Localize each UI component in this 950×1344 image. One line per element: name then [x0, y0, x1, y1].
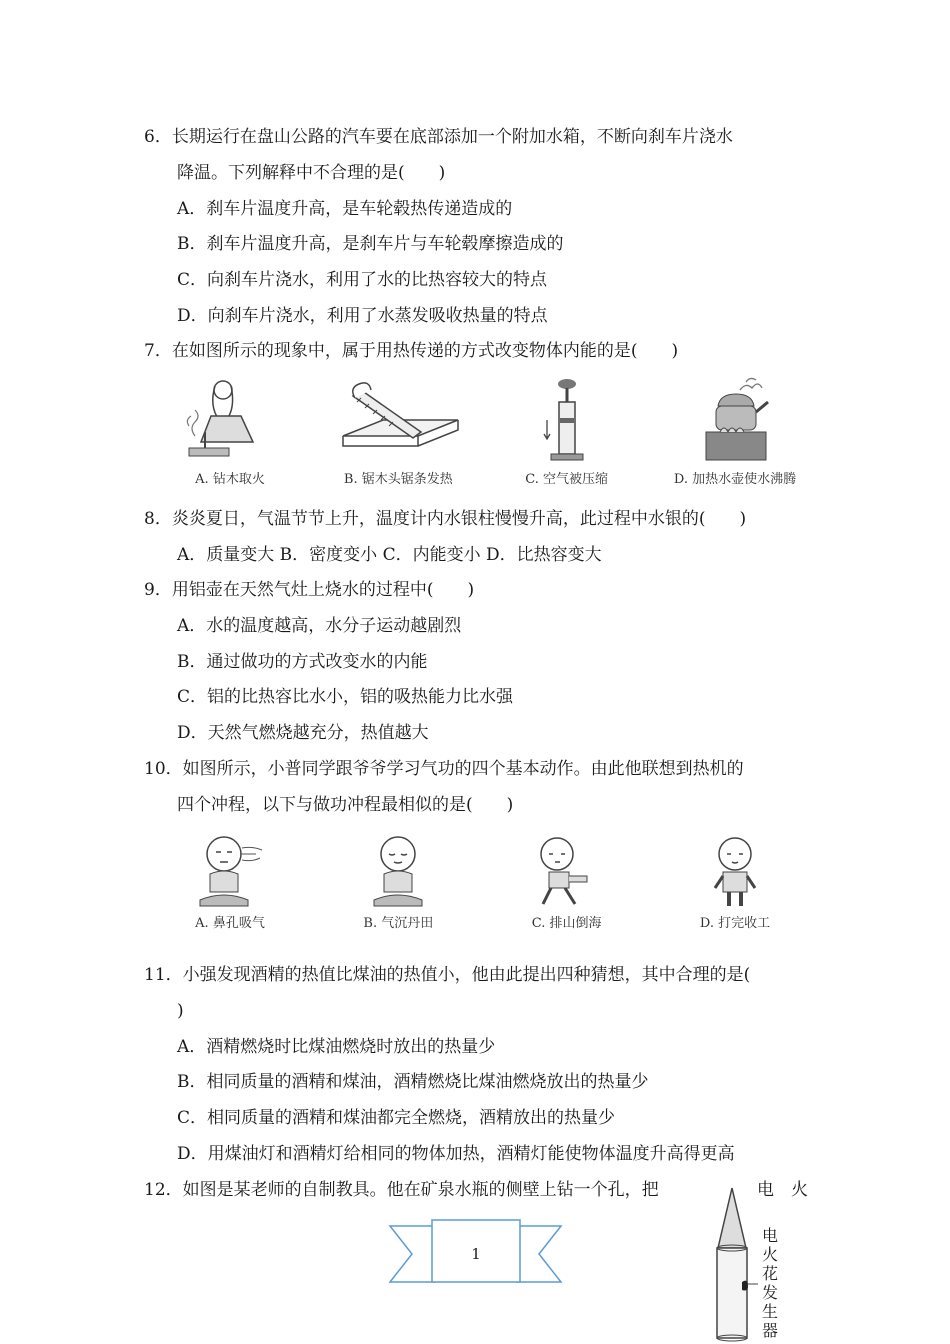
- pushing-child-illustration: [527, 834, 607, 908]
- q10-stem-line1: 10．如图所示，小普同学跟爷爷学习气功的四个基本动作。由此他联想到热机的: [144, 759, 744, 779]
- q12-stem-continuation: 电 火: [757, 1180, 808, 1200]
- q7-stem: 7．在如图所示的现象中，属于用热传递的方式改变物体内能的是( ): [144, 341, 679, 361]
- q7-figure-c: [487, 376, 647, 487]
- q10-figure-c: [487, 834, 647, 931]
- q7-figure-a: [150, 376, 310, 487]
- q7-figure-b: [318, 376, 478, 487]
- q10-caption-b: B. 气沉丹田: [363, 916, 434, 931]
- page-number: 1: [471, 1245, 481, 1263]
- drilling-wood-illustration: [175, 376, 285, 464]
- q6-option-b: B．刹车片温度升高，是刹车片与车轮毂摩擦造成的: [177, 234, 564, 254]
- q7-caption-d: D. 加热水壶使水沸腾: [673, 472, 797, 487]
- q10-figure-d: [655, 834, 815, 931]
- q7-figures: [150, 376, 815, 487]
- q7-figure-d: [655, 376, 815, 487]
- q9-option-b: B．通过做功的方式改变水的内能: [177, 652, 428, 672]
- q10-caption-d: D. 打完收工: [699, 916, 771, 931]
- q11-option-c: C．相同质量的酒精和煤油都完全燃烧，酒精放出的热量少: [177, 1108, 616, 1128]
- q9-option-d: D．天然气燃烧越充分，热值越大: [177, 723, 429, 743]
- electric-spark-generator-bottle: [700, 1186, 760, 1342]
- sawing-wood-illustration: [333, 376, 463, 464]
- q10-figure-a: [150, 834, 310, 931]
- q12-stem: 12．如图是某老师的自制教具。他在矿泉水瓶的侧壁上钻一个孔，把: [144, 1180, 659, 1200]
- q8-options: A．质量变大 B．密度变小 C．内能变小 D．比热容变大: [177, 545, 602, 565]
- q9-stem: 9．用铝壶在天然气灶上烧水的过程中( ): [144, 580, 475, 600]
- q6-stem-line1: 6．长期运行在盘山公路的汽车要在底部添加一个附加水箱，不断向刹车片浇水: [144, 127, 733, 147]
- standing-child-illustration: [695, 834, 775, 908]
- q9-option-a: A．水的温度越高，水分子运动越剧烈: [177, 616, 462, 636]
- q6-option-a: A．刹车片温度升高，是车轮毂热传递造成的: [177, 199, 513, 219]
- q6-option-d: D．向刹车片浇水，利用了水蒸发吸收热量的特点: [177, 306, 548, 326]
- q7-caption-b: B. 锯木头锯条发热: [343, 472, 453, 487]
- q10-figure-b: [318, 834, 478, 931]
- breathing-in-child-illustration: [190, 834, 270, 908]
- q10-stem-line2: 四个冲程，以下与做功冲程最相似的是( ): [177, 795, 514, 815]
- boiling-kettle-illustration: [690, 376, 780, 464]
- q11-stem-line2: ): [177, 1001, 184, 1021]
- q7-caption-c: C. 空气被压缩: [525, 472, 609, 487]
- q10-figures: [150, 834, 815, 931]
- q11-option-b: B．相同质量的酒精和煤油，酒精燃烧比煤油燃烧放出的热量少: [177, 1072, 649, 1092]
- q9-option-c: C．铝的比热容比水小，铝的吸热能力比水强: [177, 687, 514, 707]
- q10-caption-c: C. 排山倒海: [531, 916, 602, 931]
- q11-option-a: A．酒精燃烧时比煤油燃烧时放出的热量少: [177, 1037, 496, 1057]
- q8-stem: 8．炎炎夏日，气温节节上升，温度计内水银柱慢慢升高，此过程中水银的( ): [144, 509, 747, 529]
- qi-to-dantian-child-illustration: [358, 834, 438, 908]
- q6-stem-line2: 降温。下列解释中不合理的是( ): [177, 163, 446, 183]
- q10-caption-a: A. 鼻孔吸气: [195, 916, 265, 931]
- q11-stem-line1: 11．小强发现酒精的热值比煤油的热值小，他由此提出四种猜想，其中合理的是(: [144, 965, 751, 985]
- q11-option-d: D．用煤油灯和酒精灯给相同的物体加热，酒精灯能使物体温度升高得更高: [177, 1144, 735, 1164]
- air-compression-illustration: [537, 376, 597, 464]
- q6-option-c: C．向刹车片浇水，利用了水的比热容较大的特点: [177, 270, 548, 290]
- device-label: 电火花发生器: [761, 1226, 778, 1340]
- q7-caption-a: A. 钻木取火: [195, 472, 265, 487]
